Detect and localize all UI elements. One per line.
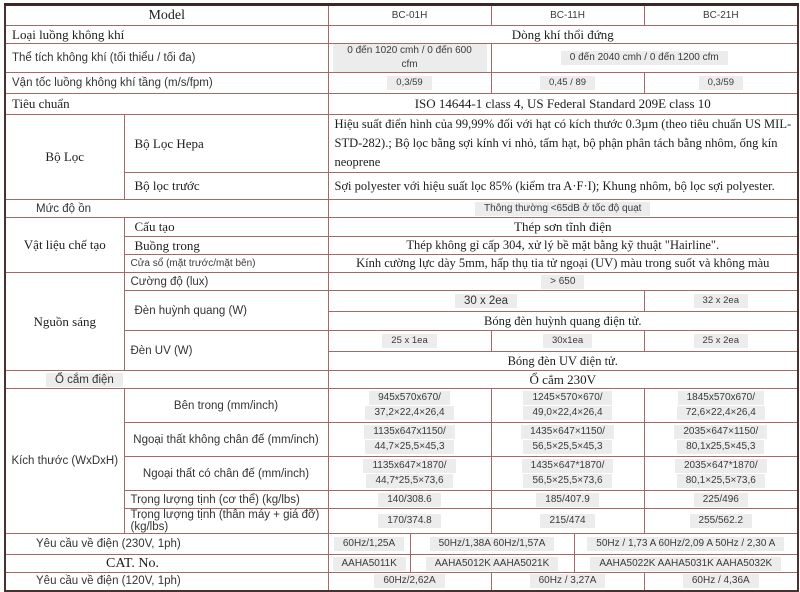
row-dim-ext-stand xyxy=(5,457,798,491)
row-noise xyxy=(5,200,798,218)
row-label-uv-lamp: Đèn UV (W) xyxy=(124,331,328,371)
value-dim-ext-no-stand-bc21h: 2035×647×1150/ 80,1x25,5×45,3 xyxy=(644,423,798,457)
value-hepa-filter: Hiệu suất điển hình của 99,99% đối với hạt có kích thước 0.3µm (theo tiêu chuẩn US MIL-STD-282).; Bộ lọc bằng sợi kính vi nhỏ, tấm hạt, bộ phận phân tách bằng nhôm, ống kín neoprene xyxy=(328,115,798,173)
row-label-power-230v: Yêu cầu về điện (230V, 1ph) xyxy=(5,534,328,555)
row-material-chamber xyxy=(5,237,798,255)
value-dim-internal-bc01h: 945x570x670/ 37,2×22,4×26,4 xyxy=(328,389,491,423)
value-fluorescent-bc21h: 32 x 2ea xyxy=(644,291,798,312)
value-net-weight-bc21h: 225/496 xyxy=(644,491,798,509)
value-uv-bc01h: 25 x 1ea xyxy=(328,331,491,352)
row-label-pre-filter: Bộ lọc trước xyxy=(124,173,328,200)
value-power-120v-bc11h: 60Hz / 3,27A xyxy=(491,573,644,591)
value-power-120v-bc21h: 60Hz / 4,36A xyxy=(644,573,798,591)
row-filter-hepa xyxy=(5,115,798,173)
group-label-material: Vật liệu chế tạo xyxy=(5,218,124,273)
value-dim-ext-no-stand-bc01h: 1135x647x1150/ 44,7×25,5×45,3 xyxy=(328,423,491,457)
row-power-230v xyxy=(5,534,798,555)
row-dim-internal xyxy=(5,389,798,423)
row-light-intensity xyxy=(5,273,798,291)
value-net-weight-bc01h: 140/308.6 xyxy=(328,491,491,509)
value-power-230v-bc11h: 50Hz/1,38A 60Hz/1,57A xyxy=(410,534,574,555)
value-velocity-bc11h: 0,45 / 89 xyxy=(491,73,644,94)
spec-table xyxy=(4,3,799,592)
row-label-fluorescent-lamp: Đèn huỳnh quang (W) xyxy=(124,291,328,331)
row-net-weight xyxy=(5,491,798,509)
value-window: Kính cường lực dày 5mm, hấp thụ tia tử ngoại (UV) màu trong suốt và không màu xyxy=(328,255,798,273)
value-cat-no-bc01h: AAHA5011K xyxy=(328,555,410,573)
group-label-filter: Bộ Lọc xyxy=(5,115,124,200)
row-standard xyxy=(5,94,798,115)
value-velocity-bc01h: 0,3/59 xyxy=(328,73,491,94)
value-dim-ext-stand-bc01h: 1135x647×1870/ 44,7*25,5×73,6 xyxy=(328,457,491,491)
value-net-weight-stand-bc21h: 255/562.2 xyxy=(644,509,798,534)
group-label-light-source: Nguồn sáng xyxy=(5,273,124,371)
value-cat-no-bc11h: AAHA5012K AAHA5021K xyxy=(410,555,574,573)
value-dim-ext-stand-bc11h: 1435×647*1870/ 56,5×25,5×73,6 xyxy=(491,457,644,491)
row-label-structure: Cấu tạo xyxy=(124,218,328,237)
row-outlet xyxy=(5,371,798,389)
value-outlet: Ổ cắm 230V xyxy=(328,371,798,389)
col-header-bc21h: BC-21H xyxy=(644,5,798,26)
row-label-dim-internal: Bên trong (mm/inch) xyxy=(124,389,328,423)
value-net-weight-stand-bc01h: 170/374.8 xyxy=(328,509,491,534)
value-power-230v-bc21h: 50Hz / 1,73 A 60Hz/2,09 A 50Hz / 2,30 A xyxy=(574,534,798,555)
model-header-label: Model xyxy=(5,5,328,26)
value-pre-filter: Sợi polyester với hiệu suất lọc 85% (kiểm tra A·F·I); Khung nhôm, bộ lọc sợi polyester. xyxy=(328,173,798,200)
row-filter-pre xyxy=(5,173,798,200)
row-label-dim-ext-stand: Ngoại thất có chân đế (mm/inch) xyxy=(124,457,328,491)
row-air-volume xyxy=(5,44,798,73)
row-label-airflow: Loại luồng không khí xyxy=(5,26,328,44)
row-uv-values xyxy=(5,331,798,352)
row-label-standard: Tiêu chuẩn xyxy=(5,94,328,115)
row-dim-ext-no-stand xyxy=(5,423,798,457)
row-label-air-volume: Thể tích không khí (tối thiểu / tối đa) xyxy=(5,44,328,73)
value-velocity-bc21h: 0,3/59 xyxy=(644,73,798,94)
header-row xyxy=(5,5,798,26)
row-label-inner-chamber: Buồng trong xyxy=(124,237,328,255)
row-label-hepa-filter: Bộ Lọc Hepa xyxy=(124,115,328,173)
value-air-volume-bc11h-bc21h: 0 đến 2040 cmh / 0 đến 1200 cfm xyxy=(491,44,798,73)
row-label-intensity: Cường độ (lux) xyxy=(124,273,328,291)
row-power-120v xyxy=(5,573,798,591)
note-fluorescent-bulb: Bóng đèn huỳnh quang điện tử. xyxy=(328,312,798,331)
row-fluorescent-values xyxy=(5,291,798,312)
group-label-dimensions: Kích thước (WxDxH) xyxy=(5,389,124,534)
row-label-window: Cửa sổ (mặt trước/mặt bên) xyxy=(124,255,328,273)
row-label-outlet: Ổ cắm điện xyxy=(5,371,328,389)
value-standard: ISO 14644-1 class 4, US Federal Standard 209E class 10 xyxy=(328,94,798,115)
row-label-net-weight: Trọng lượng tịnh (cơ thể) (kg/lbs) xyxy=(124,491,328,509)
value-dim-ext-no-stand-bc11h: 1435×647×1150/ 56,5×25,5×45,3 xyxy=(491,423,644,457)
value-structure: Thép sơn tĩnh điện xyxy=(328,218,798,237)
value-net-weight-bc11h: 185/407.9 xyxy=(491,491,644,509)
row-label-net-weight-stand: Trọng lượng tịnh (thân máy + giá đỡ) (kg/lbs) xyxy=(124,509,328,534)
row-airflow xyxy=(5,26,798,44)
note-uv-bulb: Bóng đèn UV điện tử. xyxy=(328,352,798,371)
col-header-bc01h: BC-01H xyxy=(328,5,491,26)
value-net-weight-stand-bc11h: 215/474 xyxy=(491,509,644,534)
value-airflow: Dòng khí thổi đứng xyxy=(328,26,798,44)
row-velocity xyxy=(5,73,798,94)
row-label-velocity: Vận tốc luồng không khí tầng (m/s/fpm) xyxy=(5,73,328,94)
value-intensity: > 650 xyxy=(328,273,798,291)
value-dim-internal-bc21h: 1845x570x670/ 72,6×22,4×26,4 xyxy=(644,389,798,423)
value-fluorescent-bc01h-bc11h: 30 x 2ea xyxy=(328,291,644,312)
row-net-weight-stand xyxy=(5,509,798,534)
row-label-cat-no: CAT. No. xyxy=(5,555,328,573)
row-material-window xyxy=(5,255,798,273)
value-inner-chamber: Thép không gỉ cấp 304, xử lý bề mặt bằng kỹ thuật "Hairline". xyxy=(328,237,798,255)
row-cat-no xyxy=(5,555,798,573)
row-label-noise: Mức độ ồn xyxy=(5,200,328,218)
row-label-dim-ext-no-stand: Ngoại thất không chân đế (mm/inch) xyxy=(124,423,328,457)
value-power-230v-bc01h: 60Hz/1,25A xyxy=(328,534,410,555)
value-uv-bc11h: 30x1ea xyxy=(491,331,644,352)
row-material-structure xyxy=(5,218,798,237)
row-label-power-120v: Yêu cầu về điện (120V, 1ph) xyxy=(5,573,328,591)
value-uv-bc21h: 25 x 2ea xyxy=(644,331,798,352)
value-cat-no-bc21h: AAHA5022K AAHA5031K AAHA5032K xyxy=(574,555,798,573)
value-noise: Thông thường <65dB ở tốc độ quạt xyxy=(328,200,798,218)
value-dim-ext-stand-bc21h: 2035×647*1870/ 80,1×25,5×73,6 xyxy=(644,457,798,491)
value-air-volume-bc01h: 0 đến 1020 cmh / 0 đến 600 cfm xyxy=(328,44,491,73)
value-dim-internal-bc11h: 1245×570×670/ 49,0×22,4×26,4 xyxy=(491,389,644,423)
col-header-bc11h: BC-11H xyxy=(491,5,644,26)
value-power-120v-bc01h: 60Hz/2,62A xyxy=(328,573,491,591)
